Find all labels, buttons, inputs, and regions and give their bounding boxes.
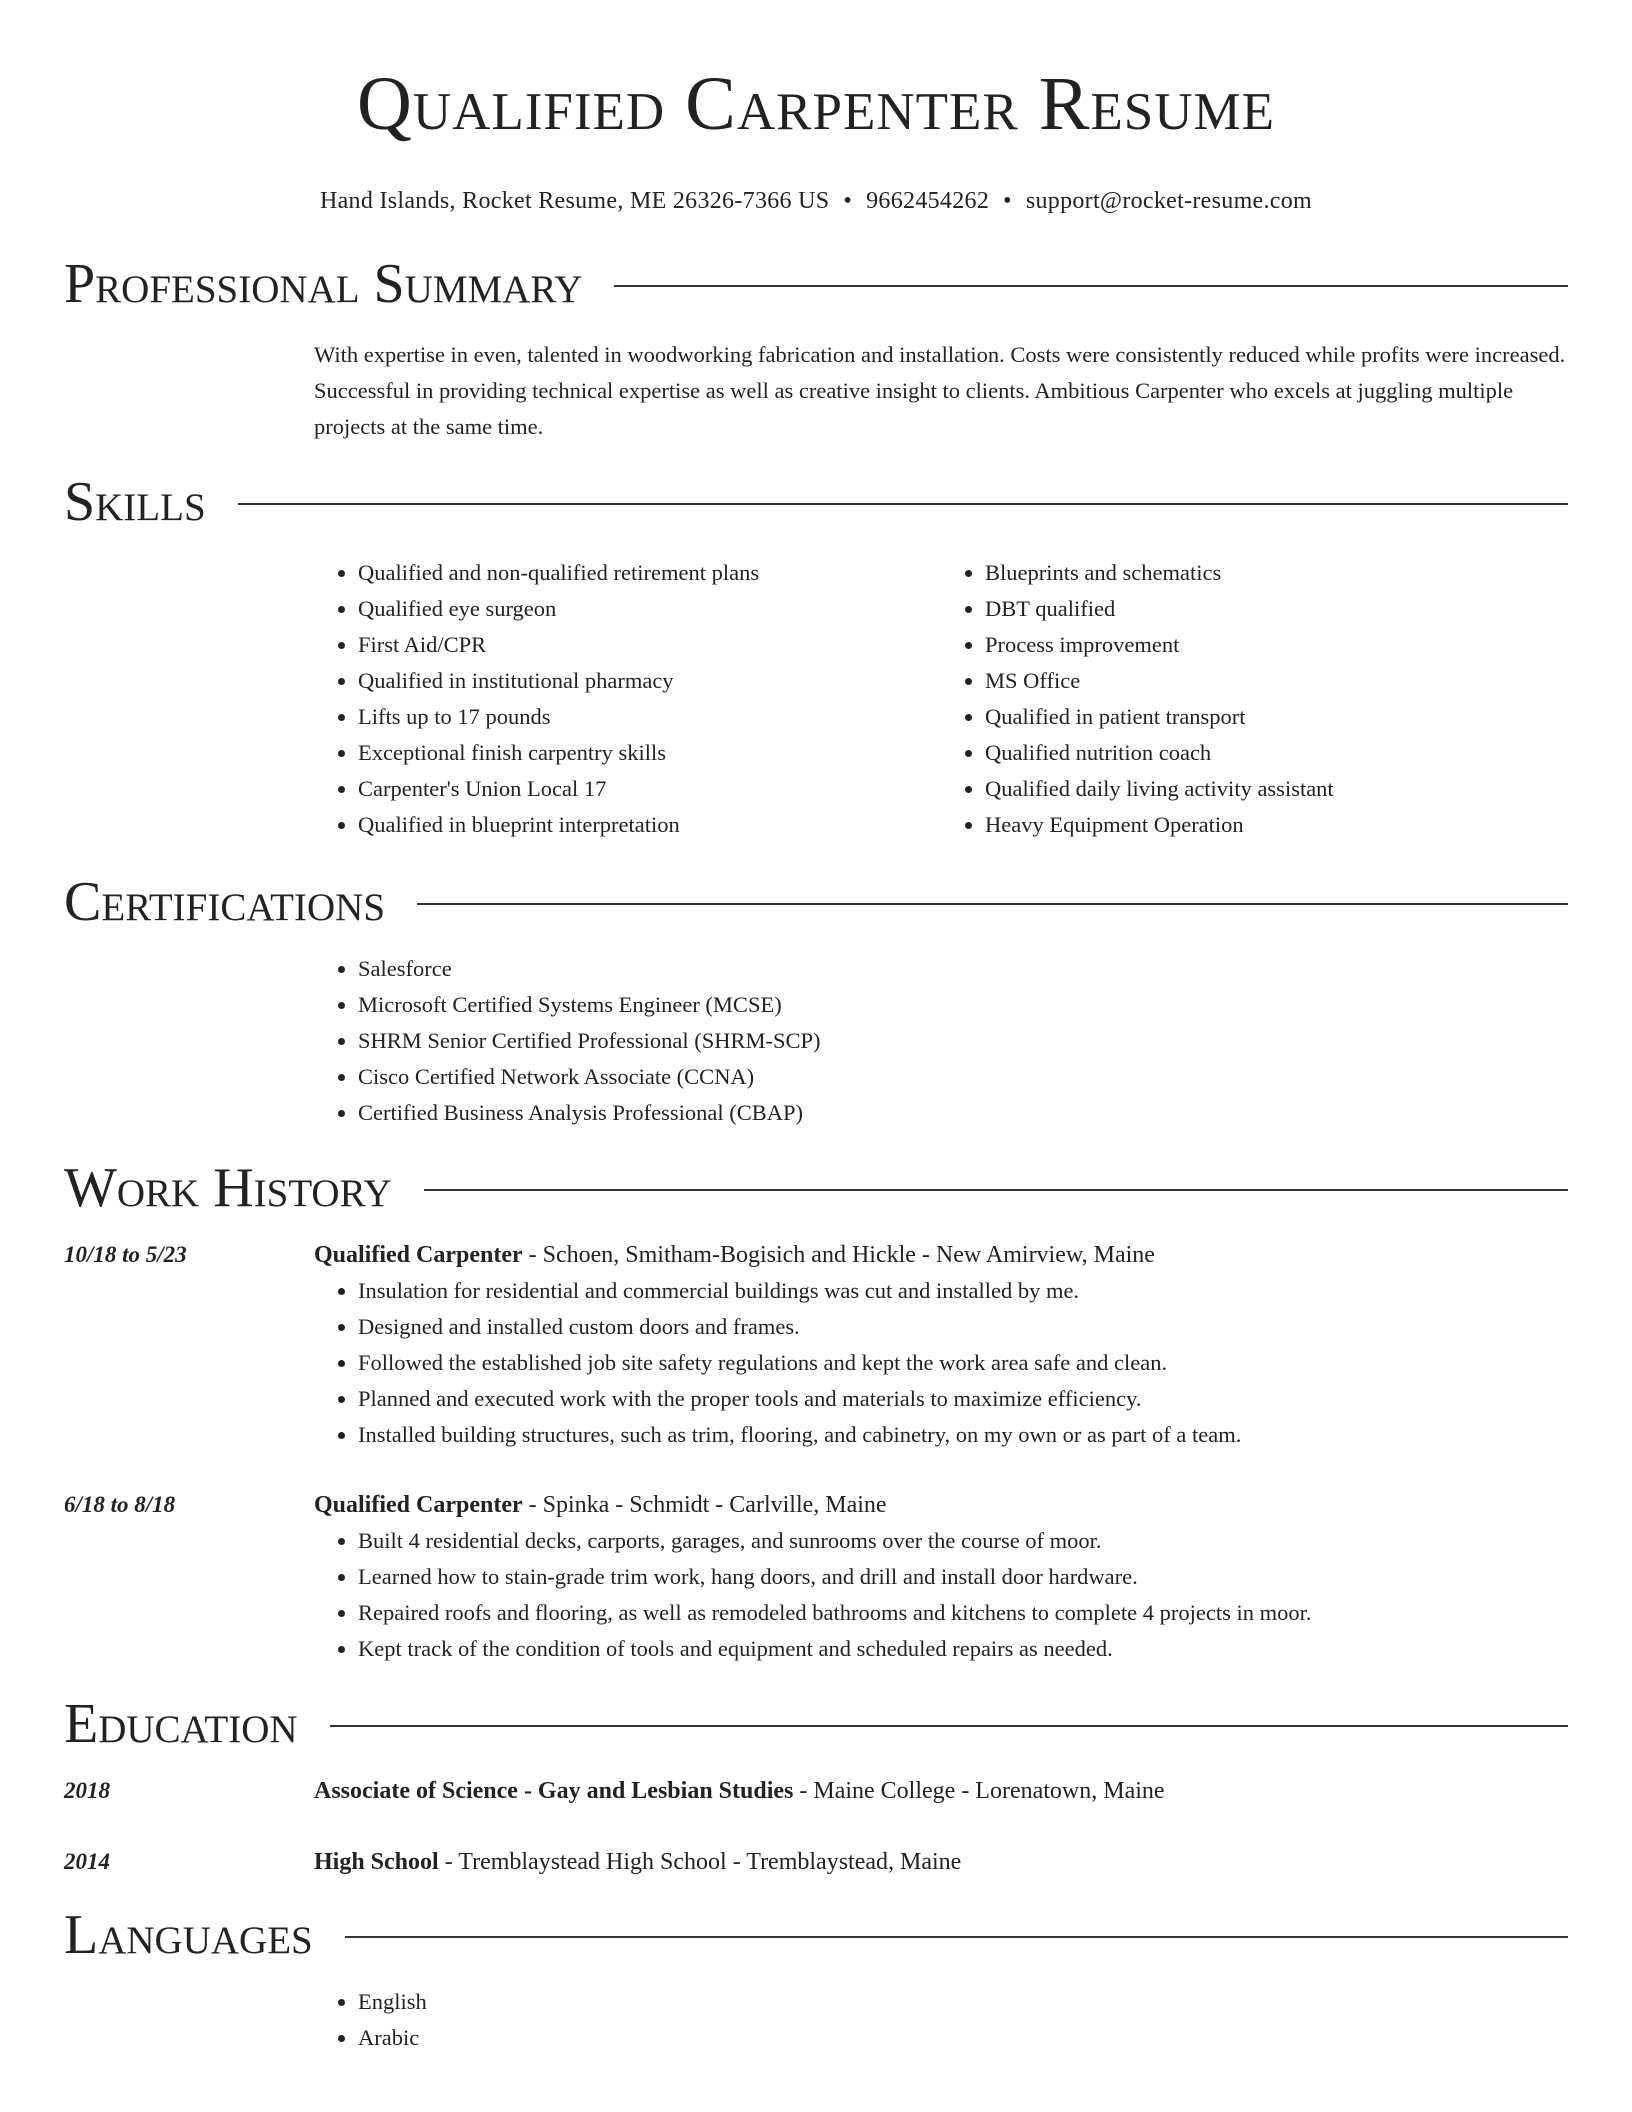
languages-title: Languages [64,1904,313,1966]
language-item: • English [358,1984,1568,2020]
certification-item: • SHRM Senior Certified Professional (SHRM-SCP) [358,1023,1568,1059]
section-divider [614,285,1568,287]
job-bullet: • Repaired roofs and flooring, as well as remodeled bathrooms and kitchens to complete 4 projects in moor. [358,1595,1568,1631]
job-dates: 10/18 to 5/23 [64,1242,187,1267]
job-entry [64,1237,1568,1453]
job-employer: - Schoen, Smitham-Bogisich and Hickle - New Amirview, Maine [522,1242,1155,1268]
job-bullet: • Kept track of the condition of tools and equipment and scheduled repairs as needed. [358,1631,1568,1667]
skill-item: • First Aid/CPR [358,627,941,663]
contact-line [0,188,1632,215]
email: support@rocket-resume.com [1025,188,1313,214]
contact-separator: • [1003,188,1012,214]
education-school: - Tremblaystead High School - Tremblaystead, Maine [438,1849,962,1875]
certification-item: • Microsoft Certified Systems Engineer (MCSE) [358,987,1568,1023]
skill-item: • Qualified in patient transport [985,699,1568,735]
work-history-header [64,1153,1568,1223]
education-section [64,1689,1568,1880]
job-details [314,1237,1568,1453]
section-divider [417,903,1568,905]
skills-grid [314,555,1568,843]
job-dates: 6/18 to 8/18 [64,1492,176,1517]
certifications-header [64,867,1568,937]
summary-header [64,249,1568,319]
section-divider [238,503,1568,505]
education-school: - Maine College - Lorenatown, Maine [793,1778,1165,1804]
job-employer: - Spinka - Schmidt - Carlville, Maine [522,1492,887,1518]
skills-list-right [941,555,1568,843]
skill-item: • Qualified in blueprint interpretation [358,807,941,843]
phone: 9662454262 [866,188,990,214]
summary-section [64,249,1568,445]
languages-section [64,1900,1568,2056]
job-bullet-list [314,1523,1568,1667]
skill-item: • MS Office [985,663,1568,699]
skill-item: • Process improvement [985,627,1568,663]
resume-name: Qualified Carpenter Resume [356,62,1276,146]
skill-item: • DBT qualified [985,591,1568,627]
contact-separator: • [843,188,853,214]
section-divider [330,1725,1568,1727]
language-item: • Arabic [358,2020,1568,2056]
skill-item: • Qualified nutrition coach [985,735,1568,771]
certification-item: • Cisco Certified Network Associate (CCNA) [358,1059,1568,1095]
education-details [314,1773,1568,1809]
education-year: 2014 [64,1849,110,1874]
job-bullet: • Built 4 residential decks, carports, garages, and sunrooms over the course of moor. [358,1523,1568,1559]
education-entry [64,1844,1568,1880]
certifications-title: Certifications [64,871,386,933]
education-year: 2018 [64,1778,110,1803]
section-divider [424,1189,1568,1191]
skills-list-left [314,555,941,843]
job-bullet-list [314,1273,1568,1453]
summary-title: Professional Summary [64,253,583,315]
skill-item: • Qualified in institutional pharmacy [358,663,941,699]
certifications-body [314,951,1568,1131]
education-title: Education [64,1693,298,1755]
certifications-section [64,867,1568,1131]
skills-header [64,467,1568,537]
job-bullet: • Learned how to stain-grade trim work, hang doors, and drill and install door hardware. [358,1559,1568,1595]
summary-text: With expertise in even, talented in woodworking fabrication and installation. Costs were consistently reduced while profits were increased. Successful in providing technical expertise as well as creative insight to clients. Ambitious Carpenter who excels at juggling multiple projects at the same time. [314,342,1566,439]
skill-item: • Qualified eye surgeon [358,591,941,627]
education-header [64,1689,1568,1759]
education-entry [64,1773,1568,1809]
education-degree: High School [314,1849,439,1875]
job-title-line [314,1487,1568,1523]
certification-item: • Salesforce [358,951,1568,987]
job-bullet: • Followed the established job site safety regulations and kept the work area safe and clean. [358,1345,1568,1381]
job-bullet: • Installed building structures, such as trim, flooring, and cabinetry, on my own or as part of a team. [358,1417,1568,1453]
section-divider [345,1936,1568,1938]
job-entry [64,1487,1568,1667]
skill-item: • Lifts up to 17 pounds [358,699,941,735]
skills-title: Skills [64,471,206,533]
work-history-title: Work History [64,1157,392,1219]
skill-item: • Qualified and non-qualified retirement plans [358,555,941,591]
job-details [314,1487,1568,1667]
education-details [314,1844,1568,1880]
job-role: Qualified Carpenter [314,1242,523,1268]
skill-item: • Carpenter's Union Local 17 [358,771,941,807]
work-history-section [64,1153,1568,1667]
skill-item: • Heavy Equipment Operation [985,807,1568,843]
skill-item: • Blueprints and schematics [985,555,1568,591]
skill-item: • Qualified daily living activity assistant [985,771,1568,807]
education-degree: Associate of Science - Gay and Lesbian Studies [314,1778,794,1804]
certification-item: • Certified Business Analysis Professional (CBAP) [358,1095,1568,1131]
languages-body [314,1984,1568,2056]
job-role: Qualified Carpenter [314,1492,523,1518]
job-bullet: • Planned and executed work with the proper tools and materials to maximize efficiency. [358,1381,1568,1417]
job-title-line [314,1237,1568,1273]
languages-header [64,1900,1568,1970]
certifications-list [314,951,1568,1131]
job-bullet: • Insulation for residential and commercial buildings was cut and installed by me. [358,1273,1568,1309]
languages-list [314,1984,1568,2056]
skill-item: • Exceptional finish carpentry skills [358,735,941,771]
skills-section [64,467,1568,843]
job-bullet: • Designed and installed custom doors and frames. [358,1309,1568,1345]
address: Hand Islands, Rocket Resume, ME 26326-7366 US [319,188,830,214]
